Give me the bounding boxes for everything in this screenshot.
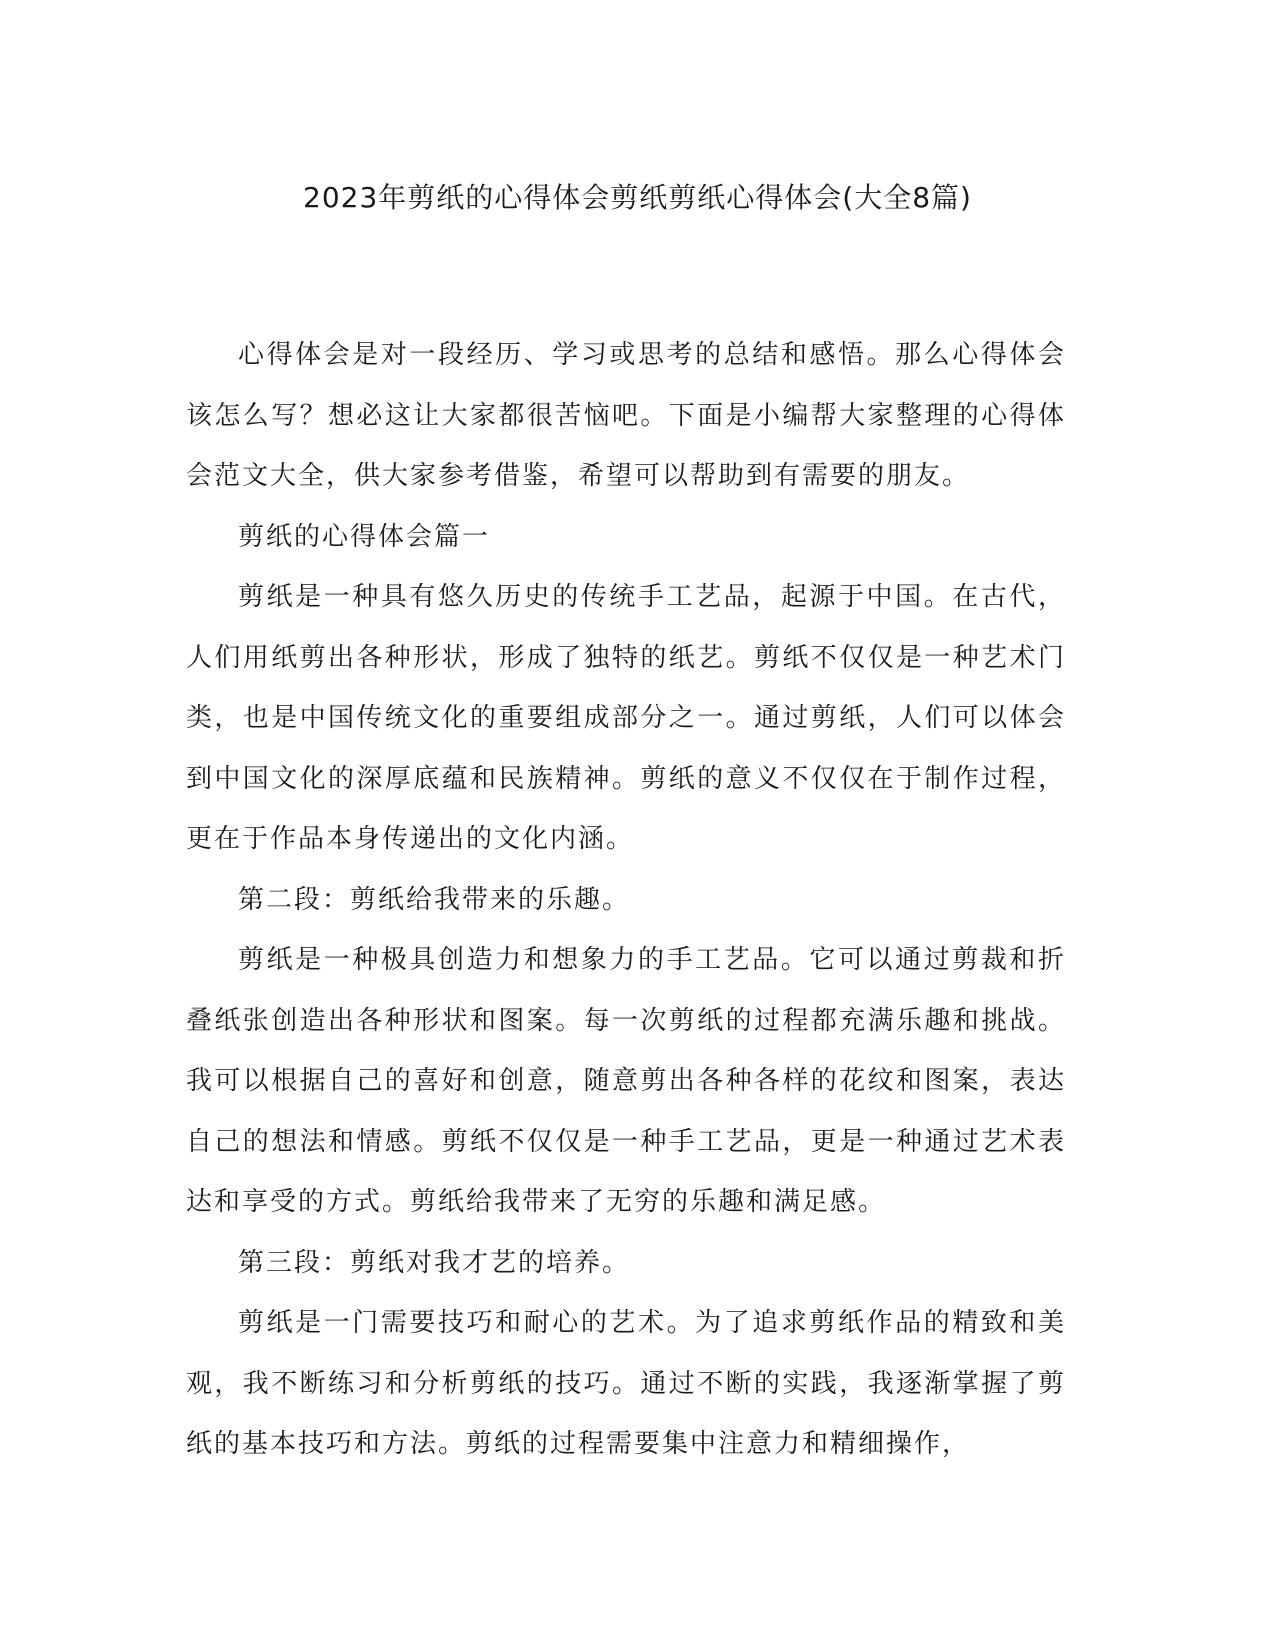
part-2-heading: 第二段：剪纸给我带来的乐趣。	[238, 884, 631, 915]
section-heading-1: 剪纸的心得体会篇一	[238, 521, 491, 552]
intro-paragraph: 心得体会是对一段经历、学习或思考的总结和感悟。那么心得体会该怎么写？想必这让大家都很苦恼吧。下面是小编帮大家整理的心得体会范文大全，供大家参考借鉴，希望可以帮助到有需要的朋友。	[186, 340, 1066, 491]
paragraph-1: 剪纸是一种具有悠久历史的传统手工艺品，起源于中国。在古代，人们用纸剪出各种形状，形成了独特的纸艺。剪纸不仅仅是一种艺术门类，也是中国传统文化的重要组成部分之一。通过剪纸，人们可以体会到中国文化的深厚底蕴和民族精神。剪纸的意义不仅仅在于制作过程，更在于作品本身传递出的文化内涵。	[186, 582, 1066, 854]
document-title: 2023年剪纸的心得体会剪纸剪纸心得体会(大全8篇)	[303, 181, 972, 214]
paragraph-3: 剪纸是一门需要技巧和耐心的艺术。为了追求剪纸作品的精致和美观，我不断练习和分析剪纸的技巧。通过不断的实践，我逐渐掌握了剪纸的基本技巧和方法。剪纸的过程需要集中注意力和精细操作，	[186, 1308, 1066, 1459]
paragraph-2: 剪纸是一种极具创造力和想象力的手工艺品。它可以通过剪裁和折叠纸张创造出各种形状和图案。每一次剪纸的过程都充满乐趣和挑战。我可以根据自己的喜好和创意，随意剪出各种各样的花纹和图案，表达自己的想法和情感。剪纸不仅仅是一种手工艺品，更是一种通过艺术表达和享受的方式。剪纸给我带来了无穷的乐趣和满足感。	[186, 945, 1066, 1217]
part-3-heading: 第三段：剪纸对我才艺的培养。	[238, 1247, 631, 1278]
document-body	[186, 325, 1066, 1475]
